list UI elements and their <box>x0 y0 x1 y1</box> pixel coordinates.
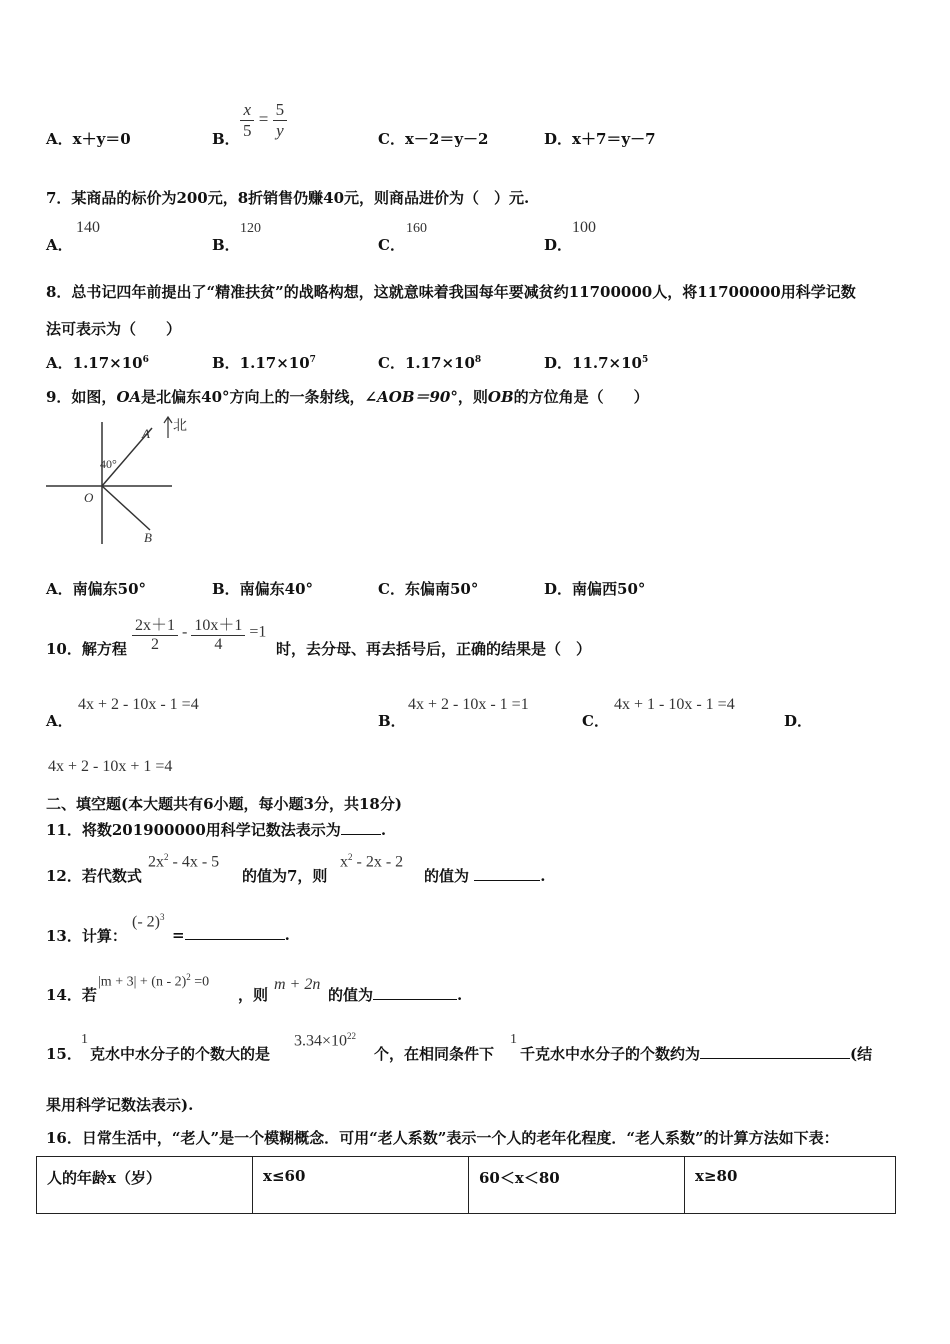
q8-b-exp: 7 <box>309 355 316 365</box>
q12-mid: 的值为7，则 <box>242 867 328 885</box>
q10-c-label: C． <box>582 712 609 730</box>
q6-option-d: D．x＋7＝y－7 <box>544 130 656 148</box>
q15-answer-blank[interactable] <box>700 1044 850 1059</box>
q7-b-label: B． <box>212 236 240 254</box>
q9-stem <box>46 386 649 407</box>
q15-text3-content: 千克水中水分子的个数约为 <box>520 1045 701 1063</box>
q10-f2-den: 4 <box>214 636 223 653</box>
q10-minus: - <box>182 623 188 641</box>
q7-a-label: A． <box>46 236 73 254</box>
q15-one-gram: 1 <box>81 1032 88 1047</box>
q14-pre: 14．若 <box>46 986 97 1004</box>
q6-b-eq: = <box>258 109 269 129</box>
q9-option-a: A．南偏东50° <box>46 580 147 598</box>
q15-number-exp: 22 <box>347 1031 357 1041</box>
q13-expr-exp: 3 <box>159 912 165 922</box>
q9-stem-pre: 9．如图， <box>46 388 117 406</box>
q15-text2: 个，在相同条件下 <box>374 1045 495 1063</box>
q8-a-text: A．1.17×10 <box>46 354 143 372</box>
q12-expr1-exp: 2 <box>164 852 169 862</box>
q7-c-label: C． <box>378 236 405 254</box>
q13-expr <box>132 912 164 931</box>
q6-b-y: y <box>276 121 284 140</box>
q9-option-d: D．南偏西50° <box>544 580 646 598</box>
q10-d-expr: 4x + 2 - 10x + 1 =4 <box>48 758 173 775</box>
q12-pre: 12．若代数式 <box>46 867 142 885</box>
table-row <box>37 1157 896 1214</box>
q6-option-c: C．x－2＝y－2 <box>378 130 489 148</box>
q12-expr2 <box>340 852 403 871</box>
q7-c-value: 160 <box>406 221 427 236</box>
q8-stem-line1: 8．总书记四年前提出了“精准扶贫”的战略构想，这就意味着我国每年要减贫约11700000人，将11700000用科学记数 <box>46 283 856 301</box>
q10-b-label: B． <box>378 712 406 730</box>
q15-number-base: 3.34×10 <box>294 1032 348 1050</box>
q12-post-text: 的值为 <box>424 867 470 885</box>
q6-b-x: x <box>240 100 254 121</box>
fig-a-label: A <box>142 426 150 441</box>
q15-pre: 15． <box>46 1045 82 1063</box>
q15-number <box>294 1031 356 1050</box>
q9-option-c: C．东偏南50° <box>378 580 479 598</box>
q13-expr-base: (- 2) <box>132 913 160 931</box>
q12-end: . <box>540 867 546 885</box>
q6-b-5b: 5 <box>273 100 288 121</box>
q10-b-expr: 4x + 2 - 10x - 1 =1 <box>408 696 529 713</box>
table-cell-range-3: x≥80 <box>685 1157 896 1214</box>
q10-d-label: D． <box>784 712 813 730</box>
q9-option-b: B．南偏东40° <box>212 580 314 598</box>
q13-answer <box>172 925 290 944</box>
q10-f1-den: 2 <box>151 636 159 653</box>
q10-a-label: A． <box>46 712 73 730</box>
q8-d-exp: 5 <box>641 355 649 365</box>
fig-angle-label: 40° <box>100 457 117 471</box>
fig-b-label: B <box>144 530 152 545</box>
q13-answer-blank[interactable] <box>185 925 285 940</box>
q9-angle: ∠AOB＝90° <box>364 388 458 406</box>
q15-text3 <box>520 1043 872 1064</box>
q12-answer-blank[interactable] <box>474 866 540 881</box>
q12-expr2-rest: - 2x - 2 <box>352 853 404 871</box>
q8-option-a <box>46 352 149 373</box>
q8-stem-line2: 法可表示为（ ） <box>46 320 182 338</box>
q16-stem: 16．日常生活中，“老人”是一个模糊概念．可用“老人系数”表示一个人的老年化程度．“老人系数”的计算方法如下表： <box>46 1129 839 1147</box>
q9-stem-post: 的方位角是（ ） <box>513 388 649 406</box>
q13-end: . <box>284 926 290 944</box>
q7-d-value: 100 <box>572 219 596 236</box>
table-cell-range-1: x≤60 <box>253 1157 469 1214</box>
q13-eq: = <box>172 926 185 944</box>
q11-stem-text: 11．将数201900000用科学记数法表示为 <box>46 821 341 839</box>
q16-table <box>36 1156 896 1214</box>
q10-stem-pre: 10．解方程 <box>46 640 127 658</box>
q9-stem-mid: 是北偏东40°方向上的一条射线， <box>141 388 365 406</box>
q12-expr1-base: 2x <box>148 853 164 871</box>
q10-equation <box>132 612 266 654</box>
q6-option-a: A．x＋y＝0 <box>46 130 131 148</box>
q8-option-b <box>212 352 316 373</box>
q12-expr2-base: x <box>340 853 348 871</box>
q6-option-b-label: B． <box>212 130 240 148</box>
q14-end: . <box>457 986 463 1004</box>
section2-title: 二、填空题(本大题共有6小题，每小题3分，共18分) <box>46 795 402 813</box>
q11-stem <box>46 819 386 840</box>
q9-figure <box>40 412 200 552</box>
q14-answer-blank[interactable] <box>373 985 457 1000</box>
q10-c-expr: 4x + 1 - 10x - 1 =4 <box>614 696 735 713</box>
q15-one-kilogram: 1 <box>510 1032 517 1047</box>
q10-f1-num: 2x＋1 <box>132 612 178 636</box>
q8-b-text: B．1.17×10 <box>212 354 310 372</box>
q14-expr2: m + 2n <box>274 976 321 993</box>
q11-end: . <box>380 821 387 839</box>
q7-b-value: 120 <box>240 221 261 236</box>
table-cell-age-header: 人的年龄x（岁） <box>37 1157 253 1214</box>
fig-north-label: 北 <box>173 418 187 434</box>
q8-d-text: D．11.7×10 <box>544 354 642 372</box>
q9-stem-mid2: ，则 <box>457 388 488 406</box>
q15-line2: 果用科学记数法表示). <box>46 1096 194 1114</box>
q12-post <box>424 865 545 886</box>
table-cell-range-2: 60＜x＜80 <box>469 1157 685 1214</box>
q14-mid: ，则 <box>238 986 269 1004</box>
q8-c-exp: 8 <box>474 355 482 365</box>
q14-expr-base: |m + 3| + (n - 2) <box>98 974 187 990</box>
q14-expr-rest: =0 <box>190 974 210 990</box>
q6-b-5: 5 <box>243 121 252 140</box>
q14-expr <box>98 972 209 991</box>
q9-ob: OB <box>487 388 514 406</box>
q12-expr1-rest: - 4x - 5 <box>168 853 220 871</box>
q10-stem-post: 时，去分母、再去括号后，正确的结果是（ ） <box>276 640 592 658</box>
q10-f2-num: 10x＋1 <box>191 612 245 636</box>
q15-text1: 克水中水分子的个数大的是 <box>90 1045 271 1063</box>
fig-ray-ob <box>102 486 150 530</box>
q7-d-label: D． <box>544 236 573 254</box>
q14-post <box>328 984 462 1005</box>
q9-oa: OA <box>116 388 142 406</box>
q12-expr1 <box>148 852 219 871</box>
q10-a-expr: 4x + 2 - 10x - 1 =4 <box>78 696 199 713</box>
q14-post-text: 的值为 <box>328 986 374 1004</box>
q15-text4: (结 <box>850 1045 873 1063</box>
q14-expr-exp: 2 <box>186 972 191 982</box>
q8-option-d <box>544 352 648 373</box>
q10-eq1: =1 <box>249 623 267 641</box>
q7-stem: 7．某商品的标价为200元，8折销售仍赚40元，则商品进价为（ ）元. <box>46 189 530 207</box>
q8-option-c <box>378 352 481 373</box>
q12-expr2-exp: 2 <box>348 852 353 862</box>
q11-answer-blank[interactable] <box>341 820 381 835</box>
q8-c-text: C．1.17×10 <box>378 354 475 372</box>
q6-option-b-formula <box>240 100 287 141</box>
fig-o-label: O <box>84 490 94 505</box>
q8-a-exp: 6 <box>142 355 149 365</box>
q7-a-value: 140 <box>76 219 100 236</box>
q13-pre: 13．计算： <box>46 927 127 945</box>
